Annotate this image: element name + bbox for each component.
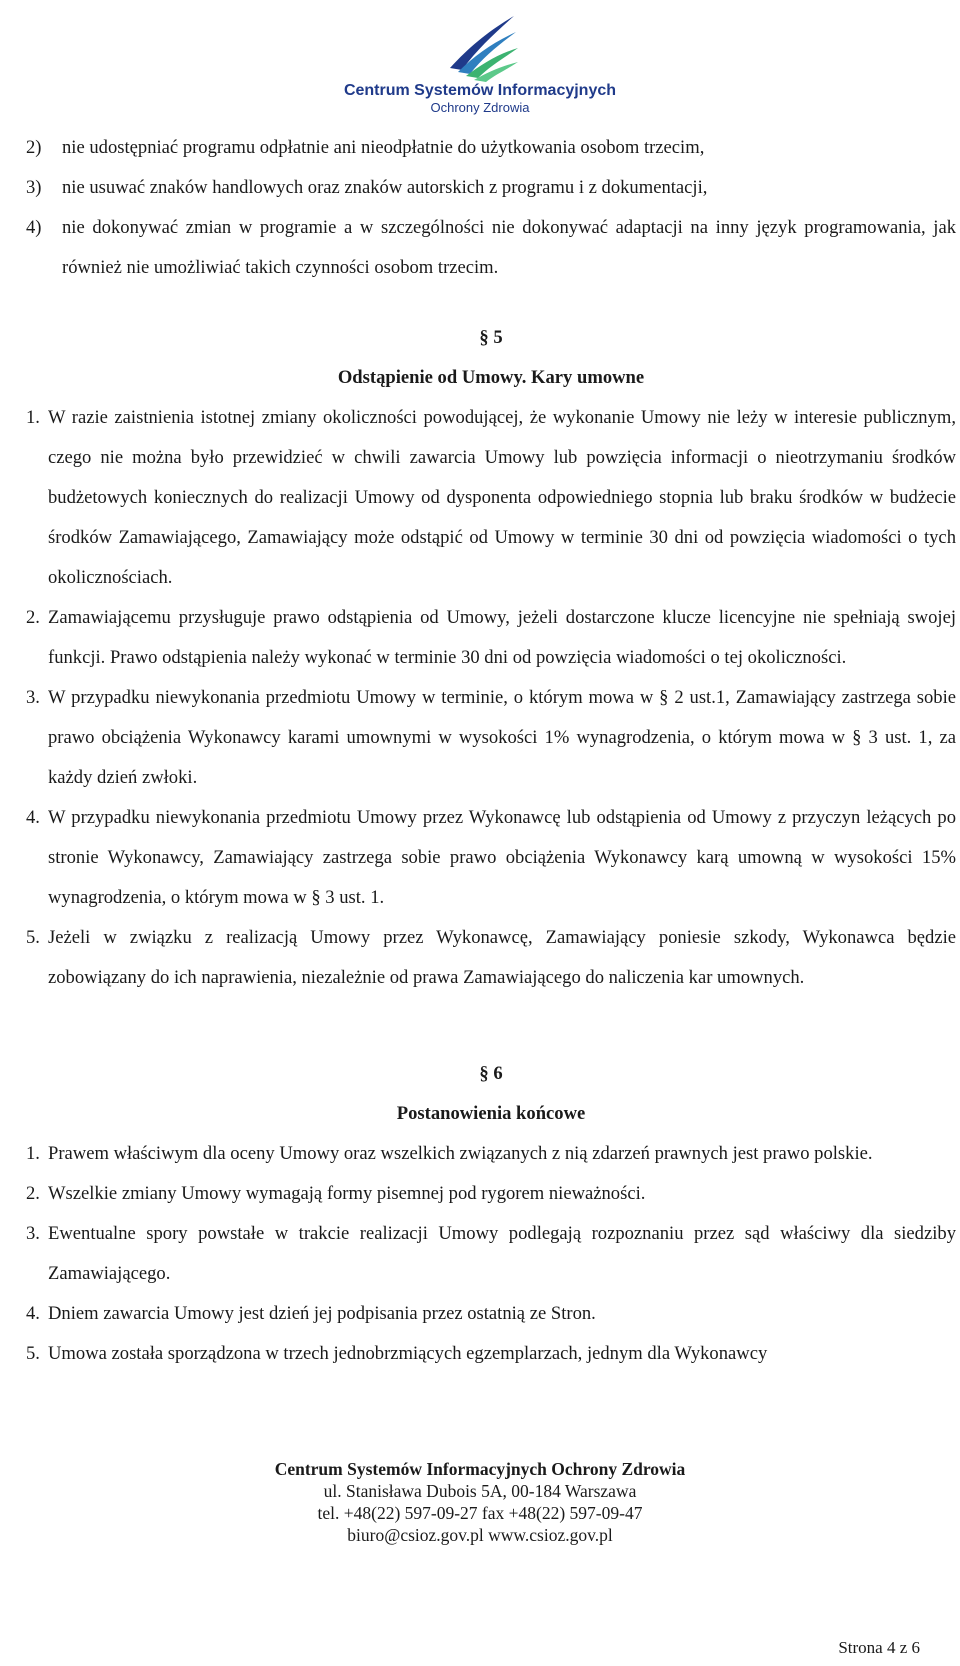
org-subtitle: Ochrony Zdrowia — [430, 100, 530, 115]
list-number: 3. — [26, 1223, 40, 1244]
list-text: Ewentualne spory powstałe w trakcie realizacji Umowy podlegają rozpoznaniu przez sąd właściwy dla siedziby Zamawiającego. — [48, 1223, 956, 1284]
list-text: nie usuwać znaków handlowych oraz znaków autorskich z programu i z dokumentacji, — [62, 177, 708, 198]
list-text: Jeżeli w związku z realizacją Umowy przez Wykonawcę, Zamawiający poniesie szkody, Wykonawca będzie zobowiązany do ich naprawienia, niezależnie od prawa Zamawiającego do naliczenia kar umownych. — [48, 927, 956, 988]
page-footer — [0, 1458, 960, 1546]
list-text: Prawem właściwym dla oceny Umowy oraz wszelkich związanych z nią zdarzeń prawnych jest prawo polskie. — [48, 1143, 873, 1164]
list-number: 5. — [26, 927, 40, 948]
list-item — [26, 1294, 956, 1334]
page-number: Strona 4 z 6 — [838, 1638, 920, 1657]
list-item — [26, 598, 956, 678]
list-item — [26, 208, 956, 288]
list-number: 1. — [26, 407, 40, 428]
list-text: nie udostępniać programu odpłatnie ani nieodpłatnie do użytkowania osobom trzecim, — [62, 137, 705, 158]
org-name: Centrum Systemów Informacyjnych — [343, 82, 617, 99]
list-number: 2. — [26, 1183, 40, 1204]
list-item — [26, 1334, 956, 1374]
list-text: Zamawiającemu przysługuje prawo odstąpienia od Umowy, jeżeli dostarczone klucze licencyjne nie spełniają swojej funkcji. Prawo odstąpienia należy wykonać w terminie 30 dni od powzięcia wiadomości o tej okoliczności. — [48, 607, 956, 668]
section-6-title: Postanowienia końcowe — [396, 1103, 586, 1124]
spacer — [26, 998, 956, 1024]
list-number: 4. — [26, 1303, 40, 1324]
list-item — [26, 128, 956, 168]
list-number: 4) — [26, 217, 42, 238]
list-number: 2) — [26, 137, 42, 158]
list-item — [26, 1174, 956, 1214]
list-item — [26, 918, 956, 998]
csioz-logo-icon — [440, 6, 520, 86]
list-item — [26, 798, 956, 918]
list-text: nie dokonywać zmian w programie a w szczególności nie dokonywać adaptacji na inny język programowania, jak również nie umożliwiać takich czynności osobom trzecim. — [62, 217, 956, 278]
list-item — [26, 398, 956, 598]
footer-org-name: Centrum Systemów Informacyjnych Ochrony Zdrowia — [274, 1459, 686, 1479]
list-text: W przypadku niewykonania przedmiotu Umowy w terminie, o którym mowa w § 2 ust.1, Zamawiający zastrzega sobie prawo obciążenia Wykonawcy karami umownymi w wysokości 1% wynagrodzenia, o którym mowa w § 3 ust. 1, za każdy dzień zwłoki. — [48, 687, 956, 788]
section-5-sign: § 5 — [479, 327, 503, 348]
list-text: W przypadku niewykonania przedmiotu Umowy przez Wykonawcę lub odstąpienia od Umowy z przyczyn leżących po stronie Wykonawcy, Zamawiający zastrzega sobie prawo obciążenia Wykonawcy karą umowną w wysokości 15% wynagrodzenia, o którym mowa w § 3 ust. 1. — [48, 807, 956, 908]
section-5-title: Odstąpienie od Umowy. Kary umowne — [337, 367, 645, 388]
footer-address: ul. Stanisława Dubois 5A, 00-184 Warszawa — [323, 1481, 637, 1501]
list-item — [26, 1134, 956, 1174]
list-number: 5. — [26, 1343, 40, 1364]
list-number: 3) — [26, 177, 42, 198]
list-number: 2. — [26, 607, 40, 628]
section-6-list — [26, 1134, 956, 1374]
list-text: W razie zaistnienia istotnej zmiany okoliczności powodującej, że wykonanie Umowy nie leży w interesie publicznym, czego nie można było przewidzieć w chwili zawarcia Umowy lub powzięcia informacji o nieotrzymaniu środków budżetowych koniecznych do realizacji Umowy od dysponenta odpowiedniego stopnia lub braku środków w budżecie środków Zamawiającego, Zamawiający może odstąpić od Umowy w terminie 30 dni od powzięcia wiadomości o tych okolicznościach. — [48, 407, 956, 588]
document-body — [26, 128, 956, 1374]
list-text: Dniem zawarcia Umowy jest dzień jej podpisania przez ostatnią ze Stron. — [48, 1303, 596, 1324]
list-item — [26, 1214, 956, 1294]
section-5-list — [26, 398, 956, 998]
page-header — [0, 0, 960, 120]
section-6-sign: § 6 — [479, 1063, 503, 1084]
list-item — [26, 678, 956, 798]
list-number: 4. — [26, 807, 40, 828]
list-text: Umowa została sporządzona w trzech jednobrzmiących egzemplarzach, jednym dla Wykonawcy — [48, 1343, 768, 1364]
footer-phone: tel. +48(22) 597-09-27 fax +48(22) 597-09-47 — [317, 1503, 643, 1523]
footer-contact: biuro@csioz.gov.pl www.csioz.gov.pl — [347, 1525, 613, 1545]
list-item — [26, 168, 956, 208]
list-number: 1. — [26, 1143, 40, 1164]
intro-list — [26, 128, 956, 288]
list-number: 3. — [26, 687, 40, 708]
list-text: Wszelkie zmiany Umowy wymagają formy pisemnej pod rygorem nieważności. — [48, 1183, 646, 1204]
